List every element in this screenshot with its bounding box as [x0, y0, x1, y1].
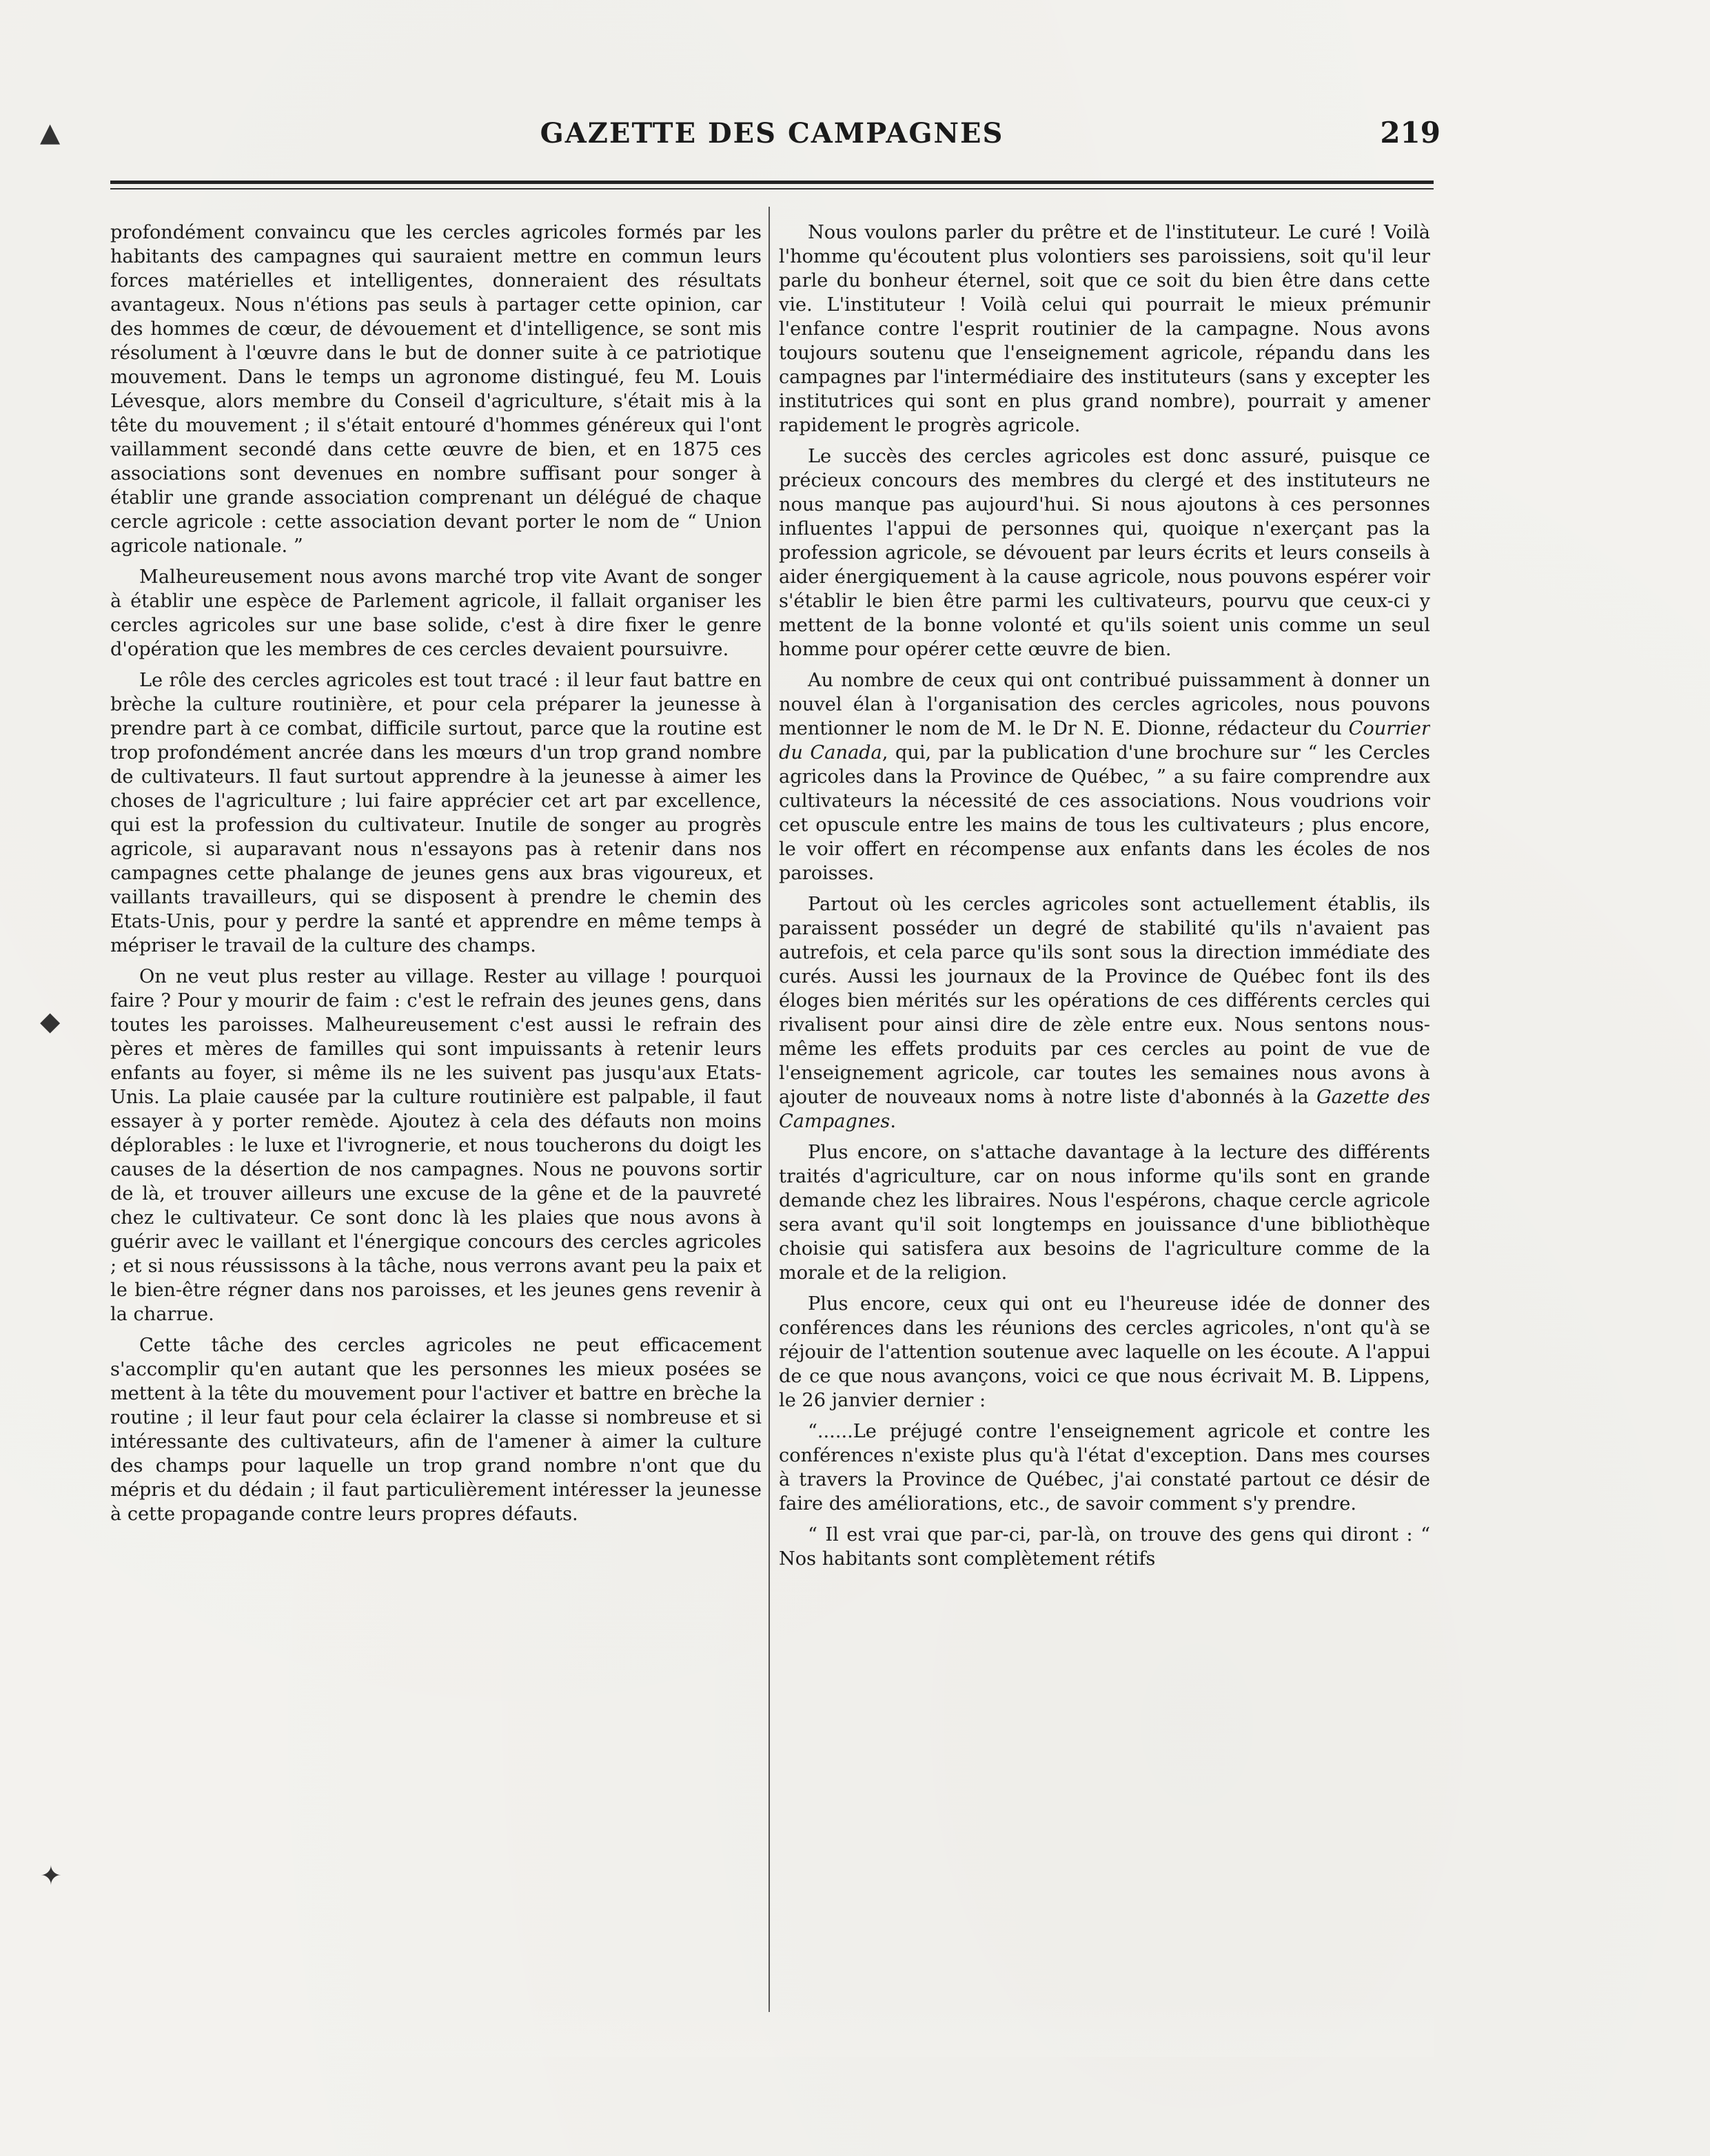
- page-number: 219: [1380, 116, 1441, 150]
- paragraph: Partout où les cercles agricoles sont actuellement établis, ils paraissent posséder un degré de stabilité qu'ils n'avaient pas autrefois, et cela parce qu'ils sont sous la direction immédiate des curés. Aussi les journaux de la Province de Québec font ils des éloges bien mérités sur les opérations de ces différents cercles qui rivalisent pour ainsi dire de zèle entre eux. Nous sentons nous-même les effets produits par ces cercles au point de vue de l'enseignement agricole, car toutes les semaines nous avons à ajouter de nouveaux noms à notre liste d'abonnés à la Gazette des Campagnes.: [779, 894, 1430, 1132]
- paragraph: Malheureusement nous avons marché trop vite Avant de songer à établir une espèce de Parlement agricole, il fallait organiser les cercles agricoles sur une base solide, c'est à dire fixer le genre d'opération que les membres de ces cercles devaient poursuivre.: [110, 566, 762, 660]
- header-rule-thin: [110, 188, 1434, 189]
- margin-mark-icon: ✦: [40, 1860, 62, 1891]
- italic-title: Gazette des Campagnes: [779, 1087, 1430, 1132]
- paragraph: Cette tâche des cercles agricoles ne peut efficacement s'accomplir qu'en autant que les personnes les mieux posées se mettent à la tête du mouvement pour l'activer et battre en brèche la routine ; il leur faut pour cela éclairer la classe si nombreuse et si intéressante des cultivateurs, afin de l'amener à aimer la culture des champs pour laquelle un trop grand nombre n'ont que du mépris et du dédain ; il faut particulièrement intéresser la jeunesse à cette propagande contre leurs propres défauts.: [110, 1335, 762, 1525]
- paragraph: Le rôle des cercles agricoles est tout tracé : il leur faut battre en brèche la culture routinière, et pour cela préparer la jeunesse à prendre part à ce combat, difficile surtout, parce que la routine est trop profondément ancrée dans les mœurs d'un trop grand nombre de cultivateurs. Il faut surtout apprendre à la jeunesse à aimer les choses de l'agriculture ; lui faire apprécier cet art par excellence, qui est la profession du cultivateur. Inutile de songer au progrès agricole, si auparavant nous n'essayons pas à retenir dans nos campagnes cette phalange de jeunes gens aux bras vigoureux, et vaillants travailleurs, qui se disposent à prendre le chemin des Etats-Unis, pour y perdre la santé et apprendre en même temps à mépriser le travail de la culture des champs.: [110, 670, 762, 956]
- paragraph: Au nombre de ceux qui ont contribué puissamment à donner un nouvel élan à l'organisation des cercles agricoles, nous pouvons mentionner le nom de M. le Dr N. E. Dionne, rédacteur du Courrier du Canada, qui, par la publication d'une brochure sur “ les Cercles agricoles dans la Province de Québec, ” a su faire comprendre aux cultivateurs la nécessité de ces associations. Nous voudrions voir cet opuscule entre les mains de tous les cultivateurs ; plus encore, le voir offert en récompense aux enfants dans les écoles de nos paroisses.: [779, 670, 1430, 884]
- paragraph: Plus encore, on s'attache davantage à la lecture des différents traités d'agriculture, car on nous informe qu'ils sont en grande demande chez les libraires. Nous l'espérons, chaque cercle agricole sera avant qu'il soit longtemps en jouissance d'une bibliothèque choisie qui satisfera aux besoins de l'agriculture comme de la morale et de la religion.: [779, 1142, 1430, 1284]
- paragraph: Nous voulons parler du prêtre et de l'instituteur. Le curé ! Voilà l'homme qu'écoutent plus volontiers ses paroissiens, soit qu'il leur parle du bonheur éternel, soit que ce soit du bien être dans cette vie. L'instituteur ! Voilà celui qui pourrait le mieux prémunir l'enfance contre l'esprit routinier de la campagne. Nous avons toujours soutenu que l'enseignement agricole, répandu dans les campagnes par l'intermédiaire des instituteurs (sans y excepter les institutrices qui sont en plus grand nombre), pourrait y amener rapidement le progrès agricole.: [779, 222, 1430, 436]
- quote-paragraph: “......Le préjugé contre l'enseignement agricole et contre les conférences n'existe plus qu'à l'état d'exception. Dans mes courses à travers la Province de Québec, j'ai constaté partout ce désir de faire des améliorations, etc., de savoir comment s'y prendre.: [779, 1421, 1430, 1515]
- margin-mark-icon: ▲: [40, 117, 61, 147]
- column-divider: [769, 207, 770, 2012]
- quote-paragraph: “ Il est vrai que par-ci, par-là, on trouve des gens qui diront : “ Nos habitants sont complètement rétifs: [779, 1524, 1430, 1570]
- page-title: GAZETTE DES CAMPAGNES: [540, 117, 1004, 150]
- paragraph: On ne veut plus rester au village. Rester au village ! pourquoi faire ? Pour y mourir de faim : c'est le refrain des jeunes gens, dans toutes les paroisses. Malheureusement c'est aussi le refrain des pères et mères de familles qui sont impuissants à retenir leurs enfants au foyer, si même ils ne les suivent pas jusqu'aux Etats-Unis. La plaie causée par la culture routinière est palpable, il faut essayer à y porter remède. Ajoutez à cela des défauts non moins déplorables : le luxe et l'ivrognerie, et nous toucherons du doigt les causes de la désertion de nos campagnes. Nous ne pouvons sortir de là, et trouver ailleurs une excuse de la gêne et de la pauvreté chez le cultivateur. Ce sont donc là les plaies que nous avons à guérir avec le vaillant et l'énergique concours des cercles agricoles ; et si nous réussissons à la tâche, nous verrons avant peu la paix et le bien-être régner dans nos paroisses, et les jeunes gens revenir à la charrue.: [110, 966, 762, 1325]
- header-rule-thick: [110, 181, 1434, 184]
- right-column: [779, 220, 1430, 2053]
- paragraph: Plus encore, ceux qui ont eu l'heureuse idée de donner des conférences dans les réunions des cercles agricoles, n'ont qu'à se réjouir de l'attention soutenue avec laquelle on les écoute. A l'appui de ce que nous avançons, voici ce que nous écrivait M. B. Lippens, le 26 janvier dernier :: [779, 1293, 1430, 1411]
- italic-title: Courrier du Canada: [779, 718, 1430, 763]
- margin-mark-icon: ◆: [40, 1006, 61, 1036]
- paragraph: profondément convaincu que les cercles agricoles formés par les habitants des campagnes qui sauraient mettre en commun leurs forces matérielles et intelligentes, donneraient des résultats avantageux. Nous n'étions pas seuls à partager cette opinion, car des hommes de cœur, de dévouement et d'intelligence, se sont mis résolument à l'œuvre dans le but de donner suite à ce patriotique mouvement. Dans le temps un agronome distingué, feu M. Louis Lévesque, alors membre du Conseil d'agriculture, s'était mis à la tête du mouvement ; il s'était entouré d'hommes généreux qui l'ont vaillamment secondé dans cette œuvre de bien, et en 1875 ces associations sont devenues en nombre suffisant pour songer à établir une grande association comprenant un délégué de chaque cercle agricole : cette association devant porter le nom de “ Union agricole nationale. ”: [110, 222, 762, 557]
- page-header: [110, 116, 1441, 165]
- left-column: [110, 220, 762, 2053]
- paragraph: Le succès des cercles agricoles est donc assuré, puisque ce précieux concours des membres du clergé et des instituteurs ne nous manque pas aujourd'hui. Si nous ajoutons à ces personnes influentes l'appui de personnes qui, quoique n'exerçant pas la profession agricole, se dévouent par leurs écrits et leurs conseils à aider énergiquement à la cause agricole, nous pouvons espérer voir s'établir le bien être parmi les cultivateurs, pourvu que ceux-ci y mettent de la bonne volonté et qu'ils soient unis comme un seul homme pour opérer cette œuvre de bien.: [779, 446, 1430, 660]
